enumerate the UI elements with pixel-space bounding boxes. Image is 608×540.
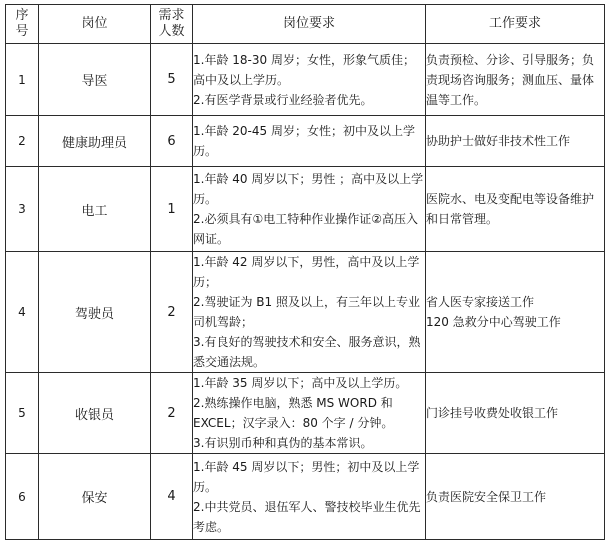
requirement-line: 2.必须具有①电工特种作业操作证②高压入网证。 [193,212,418,246]
duty-line: 协助护士做好非技术性工作 [426,134,571,148]
duty-line: 负责医院安全保卫工作 [426,489,547,504]
table-row [6,454,605,540]
cell-position: 导医 [39,44,151,116]
table-row [6,373,605,454]
cell-requirements [193,373,426,454]
duty-line: 门诊挂号收费处收银工作 [426,406,559,420]
cell-duties [426,252,605,373]
requirement-line: 2.有医学背景或行业经验者优先。 [193,92,373,107]
duty-line: 省人医专家接送工作 [426,295,535,309]
requirement-line: 3.有良好的驾驶技术和安全、服务意识，熟悉交通法规。 [193,335,421,369]
cell-requirements [193,167,426,252]
header-row [6,5,605,44]
cell-duties [426,454,605,540]
cell-count: 2 [151,252,193,373]
cell-position: 收银员 [39,373,151,454]
cell-requirements [193,44,426,116]
table-row [6,44,605,116]
cell-count: 1 [151,167,193,252]
table-body [6,44,605,540]
cell-seq: 1 [6,44,39,116]
header-count: 需求人数 [151,5,193,44]
table-row [6,116,605,167]
duty-line: 120 急救分中心驾驶工作 [426,315,561,329]
cell-position: 健康助理员 [39,116,151,167]
duty-line: 医院水、电及变配电等设备维护和日常管理。 [426,192,595,226]
table-row [6,167,605,252]
cell-duties [426,167,605,252]
header-seq: 序号 [6,5,39,44]
cell-count: 6 [151,116,193,167]
cell-requirements [193,454,426,540]
cell-seq: 5 [6,373,39,454]
table-header [6,5,605,44]
cell-seq: 4 [6,252,39,373]
table-row [6,252,605,373]
recruitment-table [5,4,605,540]
requirement-line: 1.年龄 20-45 周岁；女性；初中及以上学历。 [193,124,415,158]
cell-duties [426,116,605,167]
cell-seq: 3 [6,167,39,252]
cell-count: 4 [151,454,193,540]
cell-position: 电工 [39,167,151,252]
cell-position: 驾驶员 [39,252,151,373]
header-position: 岗位 [39,5,151,44]
requirement-line: 3.有识别币种和真伪的基本常识。 [193,436,373,450]
requirement-line: 2.中共党员、退伍军人、警技校毕业生优先考虑。 [193,499,421,534]
cell-requirements [193,252,426,373]
cell-count: 5 [151,44,193,116]
requirement-line: 2.熟练操作电脑，熟悉 MS WORD 和 EXCEL；汉字录入：80 个字 / 分钟。 [193,396,397,430]
header-duties: 工作要求 [426,5,605,44]
header-requirements: 岗位要求 [193,5,426,44]
requirement-line: 1.年龄 42 周岁以下，男性，高中及以上学历； [193,255,420,289]
cell-requirements [193,116,426,167]
cell-duties [426,373,605,454]
duty-line: 负责预检、分诊、引导服务；负责现场咨询服务；测血压、量体温等工作。 [426,52,595,107]
cell-count: 2 [151,373,193,454]
requirement-line: 2.驾驶证为 B1 照及以上，有三年以上专业司机驾龄； [193,295,420,329]
cell-seq: 2 [6,116,39,167]
cell-seq: 6 [6,454,39,540]
requirement-line: 1.年龄 35 周岁以下；高中及以上学历。 [193,376,408,390]
cell-position: 保安 [39,454,151,540]
requirement-line: 1.年龄 45 周岁以下；男性；初中及以上学历。 [193,459,420,494]
requirement-line: 1.年龄 40 周岁以下；男性 ；高中及以上学历。 [193,172,424,206]
cell-duties [426,44,605,116]
requirement-line: 1.年龄 18-30 周岁；女性，形象气质佳；高中及以上学历。 [193,52,415,87]
